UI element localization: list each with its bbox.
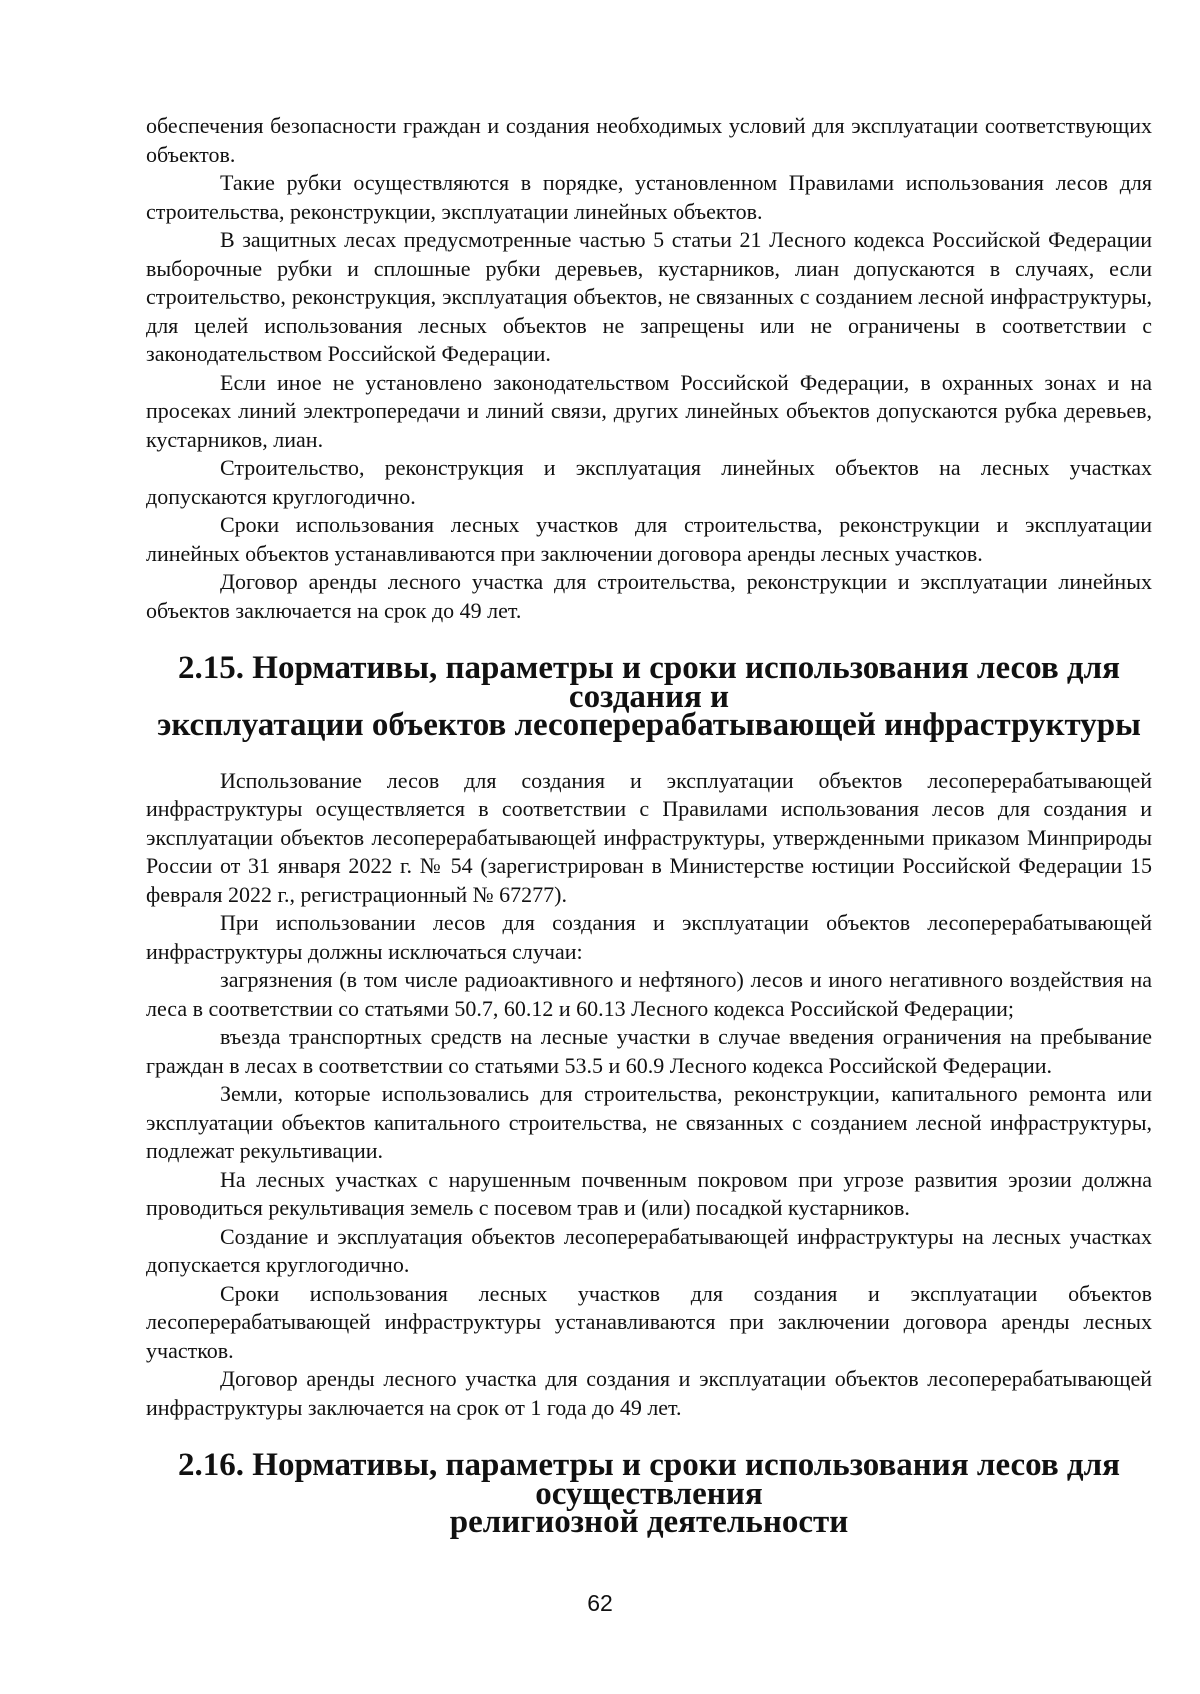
paragraph: Договор аренды лесного участка для создания и эксплуатации объектов лесоперерабатывающей инфраструктуры заключается на срок от 1 года до 49 лет. [146, 1366, 1152, 1420]
paragraph: Создание и эксплуатация объектов лесоперерабатывающей инфраструктуры на лесных участках допускается круглогодично. [146, 1223, 1152, 1277]
paragraph: Земли, которые использовались для строительства, реконструкции, капитального ремонта или эксплуатации объектов капитального строительства, не связанных с созданием лесной инфраструктуры, подлежат рекультивации. [146, 1081, 1152, 1163]
paragraph: Строительство, реконструкция и эксплуатация линейных объектов на лесных участках допускаются круглогодично. [146, 455, 1152, 509]
paragraph: Сроки использования лесных участков для строительства, реконструкции и эксплуатации линейных объектов устанавливаются при заключении договора аренды лесных участков. [146, 512, 1152, 566]
section-heading-2-15 [146, 650, 1152, 743]
section-heading-line: 2.15. Нормативы, параметры и сроки использования лесов для создания и [178, 650, 1120, 715]
paragraph: На лесных участках с нарушенным почвенным покровом при угрозе развития эрозии должна проводиться рекультивация земель с посевом трав и (или) посадкой кустарников. [146, 1166, 1152, 1220]
section-heading-2-16 [146, 1447, 1152, 1540]
paragraph: Использование лесов для создания и эксплуатации объектов лесоперерабатывающей инфраструктуры осуществляется в соответствии с Правилами использования лесов для создания и эксплуатации объектов лесоперерабатывающей инфраструктуры, утвержденными приказом Минприроды России от 31 января 2022 г. № 54 (зарегистрирован в Министерстве юстиции Российской Федерации 15 февраля 2022 г., регистрационный № 67277). [146, 767, 1152, 907]
page-number: 62 [587, 1590, 613, 1616]
paragraph: загрязнения (в том числе радиоактивного и нефтяного) лесов и иного негативного воздействия на леса в соответствии со статьями 50.7, 60.12 и 60.13 Лесного кодекса Российской Федерации; [146, 967, 1152, 1021]
paragraph: Сроки использования лесных участков для создания и эксплуатации объектов лесоперерабатывающей инфраструктуры устанавливаются при заключении договора аренды лесных участков. [146, 1280, 1152, 1363]
paragraph: въезда транспортных средств на лесные участки в случае введения ограничения на пребывание граждан в лесах в соответствии со статьями 53.5 и 60.9 Лесного кодекса Российской Федерации. [146, 1024, 1152, 1078]
paragraph: Если иное не установлено законодательством Российской Федерации, в охранных зонах и на просеках линий электропередачи и линий связи, других линейных объектов допускаются рубка деревьев, кустарников, лиан. [146, 369, 1152, 452]
paragraph: Договор аренды лесного участка для строительства, реконструкции и эксплуатации линейных объектов заключается на срок до 49 лет. [146, 569, 1152, 623]
section-heading-line: эксплуатации объектов лесоперерабатывающей инфраструктуры [157, 707, 1141, 743]
paragraph: В защитных лесах предусмотренные частью 5 статьи 21 Лесного кодекса Российской Федерации выборочные рубки и сплошные рубки деревьев, кустарников, лиан допускаются в случаях, если строительство, реконструкция, эксплуатация объектов, не связанных с созданием лесной инфраструктуры, для целей использования лесных объектов не запрещены или не ограничены в соответствии с законодательством Российской Федерации. [146, 227, 1152, 366]
document-page [146, 112, 1152, 1540]
paragraph: Такие рубки осуществляются в порядке, установленном Правилами использования лесов для строительства, реконструкции, эксплуатации линейных объектов. [146, 170, 1152, 224]
paragraph: При использовании лесов для создания и эксплуатации объектов лесоперерабатывающей инфраструктуры должны исключаться случаи: [146, 910, 1152, 964]
paragraph: обеспечения безопасности граждан и создания необходимых условий для эксплуатации соответствующих объектов. [146, 113, 1152, 167]
section-heading-line: 2.16. Нормативы, параметры и сроки использования лесов для осуществления [178, 1447, 1120, 1512]
section-heading-line: религиозной деятельности [449, 1504, 849, 1540]
